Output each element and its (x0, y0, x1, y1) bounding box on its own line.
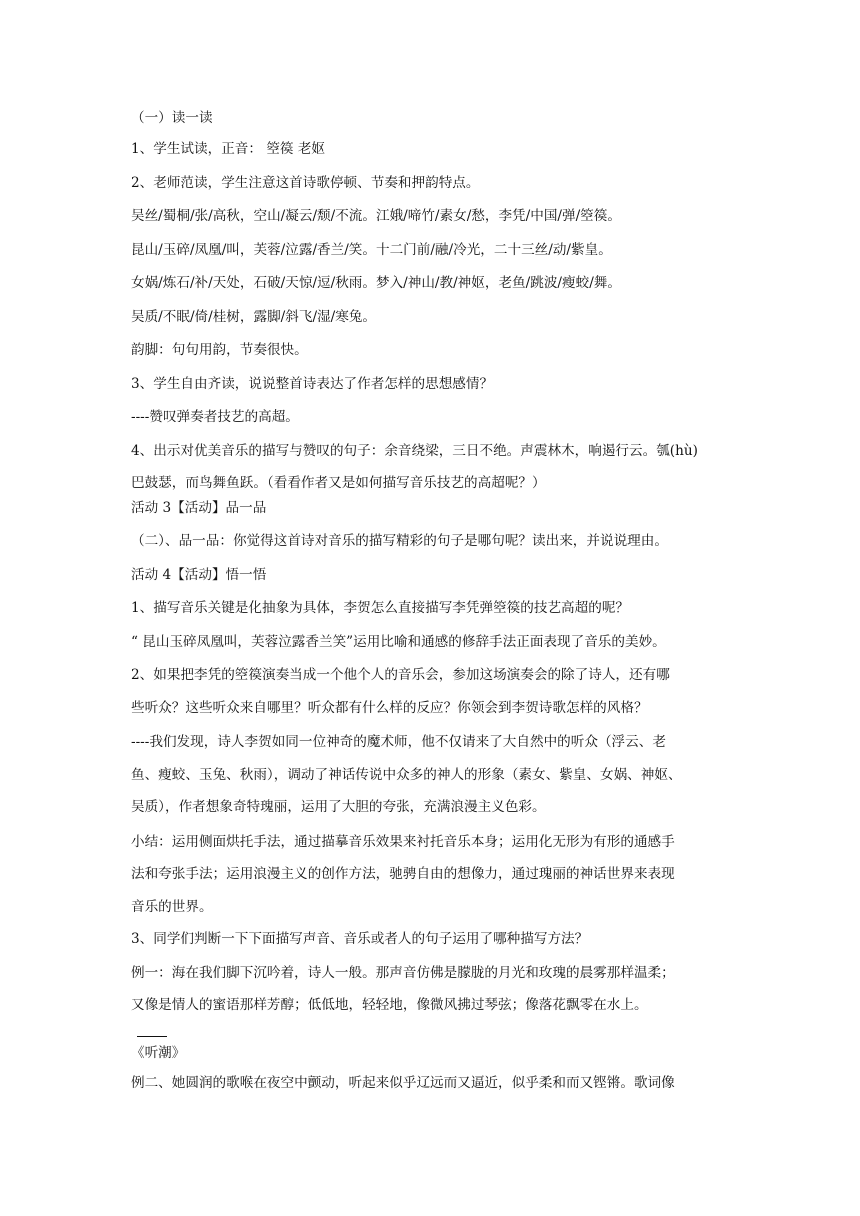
step-3-answer: ----赞叹弹奏者技艺的高超。 (131, 409, 299, 425)
step-2-teacher-reading: 2、老师范读，学生注意这首诗歌停顿、节奏和押韵特点。 (131, 174, 480, 191)
question-1-answer: “ 昆山玉碎凤凰叫，芙蓉泣露香兰笑”运用比喻和通感的修辞手法正面表现了音乐的美妙。 (131, 633, 666, 650)
paragraph-line: 法和夸张手法；运用浪漫主义的创作方法，驰骋自由的想像力，通过瑰丽的神话世界来表现 (131, 866, 675, 882)
rhyme-note: 韵脚：句句用韵，节奏很快。 (131, 342, 308, 358)
paragraph-line: 2、如果把李凭的箜篌演奏当成一个他个人的音乐会，参加这场演奏会的除了诗人，还有哪 (131, 667, 670, 683)
poem-line-4: 吴质/不眠/倚/桂树，露脚/斜飞/湿/寒兔。 (131, 308, 376, 325)
step-4-paragraph (131, 435, 731, 500)
summary-paragraph (131, 826, 731, 924)
answer-blank (137, 1022, 167, 1037)
answer-paragraph (131, 726, 731, 824)
poem-line-1: 吴丝/蜀桐/张/高秋，空山/凝云/颓/不流。江娥/啼竹/素女/愁，李凭/中国/弹/箜篌。 (131, 208, 621, 224)
section-two-appreciate: （二）、品一品：你觉得这首诗对音乐的描写精彩的句子是哪句呢？读出来，并说说理由。 (131, 533, 668, 549)
paragraph-line: 吴质），作者想象奇特瑰丽，运用了大胆的夸张，充满浪漫主义色彩。 (131, 799, 546, 815)
paragraph-line: 例一：海在我们脚下沉吟着，诗人一般。那声音仿佛是朦胧的月光和玫瑰的晨雾那样温柔； (131, 964, 675, 981)
example-1-line-2: 又像是情人的蜜语那样芳醇；低低地，轻轻地，像微风拂过琴弦；像落花飘零在水上。 (131, 997, 648, 1013)
paragraph-line: ----我们发现，诗人李贺如同一位神奇的魔术师，他不仅请来了大自然中的听众（浮云、老 (131, 734, 666, 750)
paragraph-line: 4、出示对优美音乐的描写与赞叹的句子：余音绕梁，三日不绝。声震林木，响遏行云。瓠(hù) (131, 442, 698, 459)
poem-line-3: 女娲/炼石/补/天处，石破/天惊/逗/秋雨。梦入/神山/教/神妪，老鱼/跳波/瘦蛟/舞。 (131, 275, 621, 291)
paragraph-line: 些听众？这些听众来自哪里？听众都有什么样的反应？你领会到李贺诗歌怎样的风格？ (131, 699, 648, 716)
paragraph-line: 鱼、瘦蛟、玉兔、秋雨），调动了神话传说中众多的神人的形象（素女、紫皇、女娲、神妪、 (131, 766, 682, 783)
section-title-read: （一）读一读 (131, 110, 213, 126)
example-1-paragraph (131, 957, 731, 1070)
question-3: 3、同学们判断一下下面描写声音、音乐或者人的句子运用了哪种描写方法？ (131, 931, 589, 947)
poem-line-2: 昆山/玉碎/凤凰/叫，芙蓉/泣露/香兰/笑。十二门前/融/冷光，二十三丝/动/紫皇。 (131, 241, 612, 258)
paragraph-line (131, 989, 731, 1037)
question-2-paragraph (131, 659, 731, 724)
step-1-pronunciation: 1、学生试读，正音： 箜篌 老妪 (131, 141, 326, 157)
paragraph-line: 音乐的世界。 (131, 898, 213, 915)
question-1: 1、描写音乐关键是化抽象为具体，李贺怎么直接描写李凭弹箜篌的技艺高超的呢？ (131, 600, 630, 616)
example-2: 例二、她圆润的歌喉在夜空中颤动，听起来似乎辽远而又逼近，似乎柔和而又铿锵。歌词像 (131, 1075, 675, 1091)
paragraph-line: 《听潮》 (131, 1044, 186, 1061)
activity-4-heading: 活动 4【活动】悟一悟 (131, 566, 267, 583)
paragraph-line: 小结：运用侧面烘托手法，通过描摹音乐效果来衬托音乐本身；运用化无形为有形的通感手 (131, 833, 675, 850)
activity-3-heading: 活动 3【活动】品一品 (131, 499, 267, 516)
paragraph-line: 巴鼓瑟，而鸟舞鱼跃。（看看作者又是如何描写音乐技艺的高超呢？） (131, 475, 546, 491)
step-3-free-reading: 3、学生自由齐读，说说整首诗表达了作者怎样的思想感情？ (131, 375, 494, 392)
lesson-content (131, 108, 731, 1107)
